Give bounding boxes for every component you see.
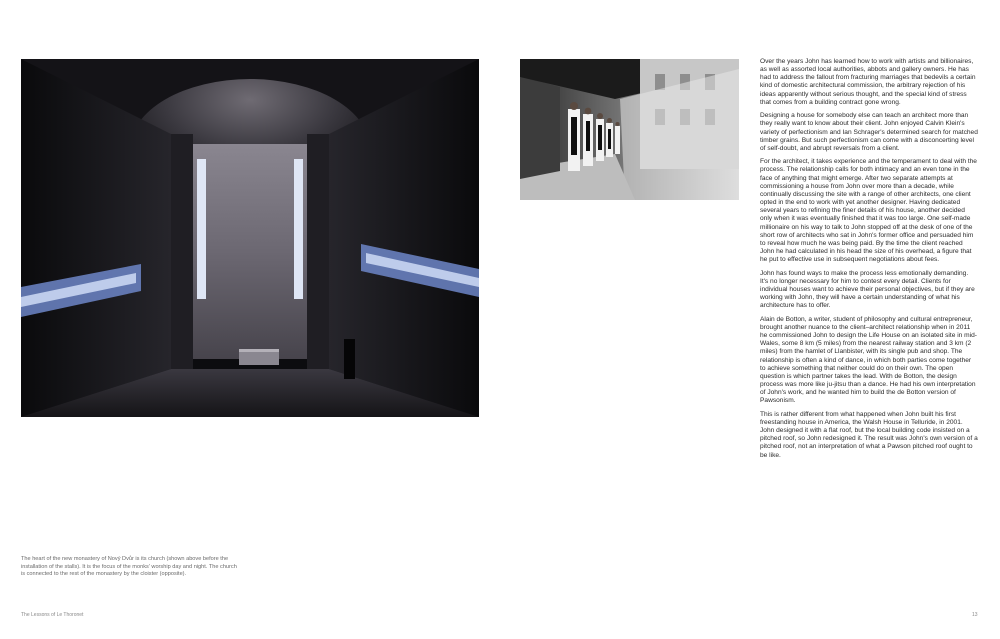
running-footer-title: The Lessons of Le Thoronet: [21, 612, 84, 618]
body-paragraph: Over the years John has learned how to work with artists and billionaires, as well as assorted local authorities, abbots and gallery owners. He has had to address the fallout from fracturing marriages that bedevils a certain kind of domestic architectural commission, the arbitrary rejection of his ideas apparently without serious thought, and the special kind of stress that comes from a building contract gone wrong.: [760, 58, 976, 106]
page-number: 13: [972, 612, 978, 618]
body-text-column: [760, 58, 978, 465]
body-paragraph: For the architect, it takes experience and the temperament to deal with the process. The relationship calls for both intimacy and an even tone in the face of anything that might emerge. After two separate attempts at commissioning a house from John over more than a decade, while continually discussing the site with a range of other architects, one client opted in the end to work with yet another designer. Having dedicated several years to refining the finer details of his house, another decided only when it was eventually finished that it was too large. One self-made millionaire on his way to talk to John stopped off at the desk of one of the short row of architects who sat in John's former office and persuaded him to reveal how much he was being paid. By the time the client reached John he had calculated in his head the size of his overhead, a figure that he put to effective use in subsequent negotiations about fees.: [760, 158, 977, 264]
body-paragraph: Designing a house for somebody else can teach an architect more than they really want to know about their client. John enjoyed Calvin Klein's variety of perfectionism and Ian Schrager's determined search for matched timber grains. But such perfectionism can come with a disconcerting level of self-doubt, and abrupt reversals from a client.: [760, 112, 978, 152]
church-interior-photo: [21, 59, 479, 417]
body-paragraph: This is rather different from what happened when John built his first freestanding house in America, the Walsh House in Telluride, in 2001. John designed it with a flat roof, but the local building code insisted on a pitched roof, so John redesigned it. The result was John's own version of a pitched roof, not an interpretation of what a Pawson pitched roof ought to be like.: [760, 410, 978, 459]
cloister-monks-photo: [520, 59, 739, 200]
body-paragraph: Alain de Botton, a writer, student of philosophy and cultural entrepreneur, brought another nuance to the client–architect relationship when in 2011 he commissioned John to design the Life House on an isolated site in mid-Wales, some 8 km (5 miles) from the nearest railway station and 3 km (2 miles) from the hamlet of Llanbister, with its single pub and shop. The relationship is often a kind of dance, in which both parties come together to achieve something that neither could do on their own. The open question is which partner takes the lead. With de Botton, the design process was more like ju-jitsu than a dance. He had his own interpretation of John's work, and he wanted him to build the de Botton version of Pawsonism.: [760, 315, 977, 405]
photo-caption: The heart of the new monastery of Nový Dvůr is its church (shown above before the installation of the stalls). It is the focus of the monks' worship day and night. The church is connected to the rest of the monastery by the cloister (opposite).: [21, 556, 237, 578]
body-paragraph: John has found ways to make the process less emotionally demanding. It's no longer necessary for him to contest every detail. Clients for individual houses want to achieve their personal objectives, but if they are working with John, they will have a certain understanding of what his architecture has to offer.: [760, 269, 975, 310]
